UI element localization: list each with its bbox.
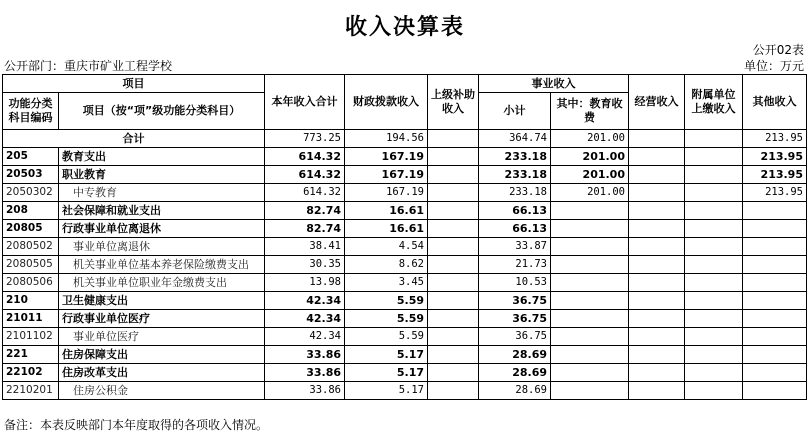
row-operating — [629, 328, 685, 346]
row-other — [743, 202, 807, 220]
row-affiliate — [685, 220, 743, 238]
row-total: 30.35 — [265, 256, 345, 274]
row-total: 33.86 — [265, 382, 345, 400]
row-code: 21011 — [3, 310, 59, 328]
row-superior — [428, 184, 479, 202]
row-subtotal: 28.69 — [479, 364, 551, 382]
row-affiliate — [685, 328, 743, 346]
row-name: 事业单位离退休 — [59, 238, 265, 256]
row-fiscal: 5.17 — [345, 346, 428, 364]
row-operating — [629, 166, 685, 184]
row-affiliate — [685, 238, 743, 256]
row-operating — [629, 184, 685, 202]
row-fiscal: 167.19 — [345, 148, 428, 166]
row-subtotal: 36.75 — [479, 310, 551, 328]
row-total: 42.34 — [265, 328, 345, 346]
table-row — [3, 310, 807, 328]
row-other — [743, 364, 807, 382]
row-fiscal: 5.17 — [345, 382, 428, 400]
row-code: 20503 — [3, 166, 59, 184]
table-row — [3, 328, 807, 346]
row-superior — [428, 166, 479, 184]
row-affiliate — [685, 346, 743, 364]
row-subtotal: 233.18 — [479, 148, 551, 166]
row-code: 2101102 — [3, 328, 59, 346]
row-code: 2210201 — [3, 382, 59, 400]
row-education-fee — [551, 238, 629, 256]
row-name: 行政事业单位离退休 — [59, 220, 265, 238]
row-name: 行政事业单位医疗 — [59, 310, 265, 328]
row-other — [743, 238, 807, 256]
row-name: 职业教育 — [59, 166, 265, 184]
row-other: 213.95 — [743, 184, 807, 202]
footnote: 备注：本表反映部门本年度取得的各项收入情况。 — [4, 418, 269, 432]
row-operating — [629, 148, 685, 166]
table-row — [3, 256, 807, 274]
total-operating — [629, 130, 685, 148]
row-code: 2080502 — [3, 238, 59, 256]
row-other — [743, 328, 807, 346]
row-subtotal: 233.18 — [479, 184, 551, 202]
row-code: 210 — [3, 292, 59, 310]
header-superior: 上级补助收入 — [428, 75, 479, 130]
row-education-fee — [551, 310, 629, 328]
row-affiliate — [685, 166, 743, 184]
header-other: 其他收入 — [743, 75, 807, 130]
row-code: 2080506 — [3, 274, 59, 292]
total-subtotal: 364.74 — [479, 130, 551, 148]
row-other: 213.95 — [743, 166, 807, 184]
row-fiscal: 5.17 — [345, 364, 428, 382]
table-row — [3, 292, 807, 310]
row-subtotal: 66.13 — [479, 220, 551, 238]
page-title: 收入决算表 — [344, 14, 465, 40]
row-superior — [428, 292, 479, 310]
row-superior — [428, 346, 479, 364]
row-superior — [428, 328, 479, 346]
table-row — [3, 364, 807, 382]
row-education-fee: 201.00 — [551, 148, 629, 166]
row-education-fee — [551, 292, 629, 310]
form-number: 公开02表 — [752, 43, 804, 57]
total-row — [3, 130, 807, 148]
row-education-fee: 201.00 — [551, 184, 629, 202]
row-education-fee — [551, 382, 629, 400]
unit-label: 单位：万元 — [743, 59, 804, 73]
total-superior — [428, 130, 479, 148]
table-row — [3, 382, 807, 400]
row-name: 住房公积金 — [59, 382, 265, 400]
total-fiscal: 194.56 — [345, 130, 428, 148]
row-superior — [428, 256, 479, 274]
row-superior — [428, 220, 479, 238]
row-fiscal: 5.59 — [345, 292, 428, 310]
row-affiliate — [685, 274, 743, 292]
table-row — [3, 148, 807, 166]
row-superior — [428, 238, 479, 256]
row-total: 42.34 — [265, 292, 345, 310]
row-other — [743, 292, 807, 310]
row-total: 13.98 — [265, 274, 345, 292]
row-superior — [428, 274, 479, 292]
row-education-fee — [551, 364, 629, 382]
row-code: 22102 — [3, 364, 59, 382]
table-row — [3, 346, 807, 364]
row-total: 82.74 — [265, 202, 345, 220]
row-fiscal: 16.61 — [345, 202, 428, 220]
row-superior — [428, 310, 479, 328]
header-career: 事业收入 — [479, 75, 629, 93]
total-label: 合计 — [3, 130, 265, 148]
row-fiscal: 4.54 — [345, 238, 428, 256]
row-code: 20805 — [3, 220, 59, 238]
row-name: 住房保障支出 — [59, 346, 265, 364]
total-other: 213.95 — [743, 130, 807, 148]
row-operating — [629, 310, 685, 328]
row-total: 614.32 — [265, 148, 345, 166]
row-affiliate — [685, 148, 743, 166]
row-total: 82.74 — [265, 220, 345, 238]
row-operating — [629, 346, 685, 364]
row-subtotal: 66.13 — [479, 202, 551, 220]
header-total: 本年收入合计 — [265, 75, 345, 130]
row-superior — [428, 148, 479, 166]
header-item-name: 项目（按“项”级功能分类科目） — [59, 93, 265, 130]
row-code: 2080505 — [3, 256, 59, 274]
row-other — [743, 220, 807, 238]
row-operating — [629, 256, 685, 274]
row-name: 事业单位医疗 — [59, 328, 265, 346]
row-total: 38.41 — [265, 238, 345, 256]
row-operating — [629, 382, 685, 400]
row-operating — [629, 238, 685, 256]
row-total: 614.32 — [265, 166, 345, 184]
row-code: 205 — [3, 148, 59, 166]
department-label: 公开部门：重庆市矿业工程学校 — [4, 59, 173, 73]
row-operating — [629, 364, 685, 382]
row-fiscal: 167.19 — [345, 166, 428, 184]
row-superior — [428, 202, 479, 220]
income-table — [2, 74, 807, 400]
header-item: 项目 — [3, 75, 265, 93]
row-affiliate — [685, 292, 743, 310]
row-other — [743, 382, 807, 400]
row-fiscal: 5.59 — [345, 328, 428, 346]
row-name: 机关事业单位基本养老保险缴费支出 — [59, 256, 265, 274]
row-total: 614.32 — [265, 184, 345, 202]
header-affiliate: 附属单位上缴收入 — [685, 75, 743, 130]
header-subtotal: 小计 — [479, 93, 551, 130]
row-subtotal: 233.18 — [479, 166, 551, 184]
row-education-fee: 201.00 — [551, 166, 629, 184]
row-other — [743, 310, 807, 328]
table-row — [3, 166, 807, 184]
row-code: 2050302 — [3, 184, 59, 202]
row-fiscal: 167.19 — [345, 184, 428, 202]
row-education-fee — [551, 256, 629, 274]
row-affiliate — [685, 382, 743, 400]
row-affiliate — [685, 310, 743, 328]
row-subtotal: 36.75 — [479, 328, 551, 346]
row-operating — [629, 274, 685, 292]
row-other: 213.95 — [743, 148, 807, 166]
total-affiliate — [685, 130, 743, 148]
row-fiscal: 3.45 — [345, 274, 428, 292]
row-affiliate — [685, 184, 743, 202]
header-fiscal: 财政拨款收入 — [345, 75, 428, 130]
row-superior — [428, 364, 479, 382]
row-education-fee — [551, 274, 629, 292]
row-operating — [629, 292, 685, 310]
row-code: 221 — [3, 346, 59, 364]
row-education-fee — [551, 328, 629, 346]
row-operating — [629, 202, 685, 220]
row-affiliate — [685, 202, 743, 220]
row-other — [743, 256, 807, 274]
total-total: 773.25 — [265, 130, 345, 148]
row-name: 机关事业单位职业年金缴费支出 — [59, 274, 265, 292]
table-row — [3, 184, 807, 202]
row-name: 卫生健康支出 — [59, 292, 265, 310]
row-subtotal: 28.69 — [479, 382, 551, 400]
header-education-fee: 其中：教育收费 — [551, 93, 629, 130]
row-fiscal: 8.62 — [345, 256, 428, 274]
row-total: 42.34 — [265, 310, 345, 328]
table-row — [3, 220, 807, 238]
row-name: 住房改革支出 — [59, 364, 265, 382]
header-code: 功能分类科目编码 — [3, 93, 59, 130]
row-name: 教育支出 — [59, 148, 265, 166]
row-name: 社会保障和就业支出 — [59, 202, 265, 220]
row-name: 中专教育 — [59, 184, 265, 202]
row-code: 208 — [3, 202, 59, 220]
row-affiliate — [685, 256, 743, 274]
row-fiscal: 5.59 — [345, 310, 428, 328]
row-subtotal: 21.73 — [479, 256, 551, 274]
row-total: 33.86 — [265, 346, 345, 364]
row-other — [743, 346, 807, 364]
row-subtotal: 10.53 — [479, 274, 551, 292]
row-total: 33.86 — [265, 364, 345, 382]
total-education-fee: 201.00 — [551, 130, 629, 148]
row-other — [743, 274, 807, 292]
row-fiscal: 16.61 — [345, 220, 428, 238]
row-education-fee — [551, 202, 629, 220]
table-row — [3, 238, 807, 256]
table-row — [3, 274, 807, 292]
row-superior — [428, 382, 479, 400]
row-operating — [629, 220, 685, 238]
row-education-fee — [551, 346, 629, 364]
table-row — [3, 202, 807, 220]
row-education-fee — [551, 220, 629, 238]
row-subtotal: 28.69 — [479, 346, 551, 364]
row-affiliate — [685, 364, 743, 382]
row-subtotal: 33.87 — [479, 238, 551, 256]
row-subtotal: 36.75 — [479, 292, 551, 310]
header-operating: 经营收入 — [629, 75, 685, 130]
